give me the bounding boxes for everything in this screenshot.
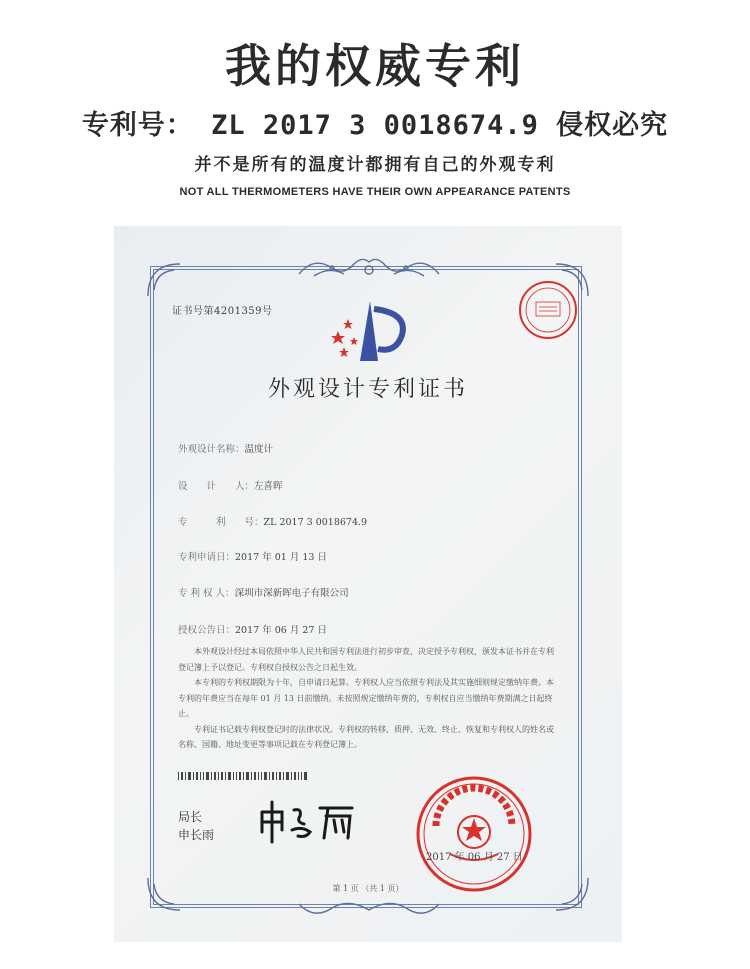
field-design-name	[178, 441, 273, 455]
corner-ornament-icon	[144, 260, 184, 300]
field-patent-number	[178, 514, 367, 528]
certificate-number: 证书号第4201359号	[172, 306, 273, 317]
body-paragraph: 本专利的专利权期限为十年，自申请日起算。专利权人应当依照专利法及其实施细则规定缴纳年费。本专利的年费应当在每年 01 月 13 日前缴纳。未按照规定缴纳年费的，专利权自应当缴纳年费期满之日起终止。	[178, 678, 554, 718]
fee-stamp-icon	[516, 278, 580, 342]
patent-number-line: 专利号： ZL 2017 3 0018674.9 侵权必究	[81, 110, 669, 141]
subtitle-chinese: 并不是所有的温度计都拥有自己的外观专利	[194, 155, 556, 175]
field-label: 专 利 号：	[178, 517, 264, 528]
field-value: 2017 年 01 月 13 日	[235, 552, 327, 563]
field-value: 深圳市深新晖电子有限公司	[234, 588, 349, 599]
field-value: 2017 年 06 月 27 日	[235, 625, 327, 636]
subtitle-english: NOT ALL THERMOMETERS HAVE THEIR OWN APPEARANCE PATENTS	[179, 186, 571, 198]
field-value: 温度计	[244, 444, 274, 455]
field-designer	[178, 478, 283, 492]
patent-office-logo-icon	[330, 299, 410, 365]
director-signature-icon	[256, 798, 366, 844]
patent-certificate-image	[114, 226, 622, 942]
body-paragraph: 专利证书记载专利权登记时的法律状况。专利权的转移、质押、无效、终止、恢复和专利权人的姓名或名称、国籍、地址变更等事项记载在专利登记簿上。	[178, 724, 554, 749]
body-paragraph: 本外观设计经过本局依照中华人民共和国专利法进行初步审查，决定授予专利权，颁发本证书并在专利登记簿上予以登记。专利权自授权公告之日起生效。	[178, 647, 554, 672]
certificate-body-text	[178, 644, 558, 753]
national-ip-office-seal-icon	[414, 774, 534, 894]
director-label: 局长	[178, 810, 203, 824]
field-grant-date	[178, 622, 327, 636]
field-label: 设 计 人：	[178, 481, 255, 492]
field-label: 外观设计名称：	[178, 444, 245, 455]
field-label: 专 利 权 人：	[178, 588, 235, 599]
page-number: 第 1 页 （共 1 页）	[332, 884, 404, 893]
certificate-title: 外观设计专利证书	[267, 377, 468, 402]
stamp-date: 2017 年 06 月 27 日	[426, 852, 523, 863]
field-label: 专利申请日：	[178, 552, 236, 563]
corner-ornament-icon	[144, 874, 184, 914]
top-ornament-icon	[294, 252, 444, 282]
field-label: 授权公告日：	[178, 625, 236, 636]
director-name: 申长雨	[178, 828, 215, 842]
hero-title: 我的权威专利	[225, 39, 525, 93]
corner-ornament-icon	[552, 874, 592, 914]
field-application-date	[178, 549, 327, 563]
barcode-icon	[178, 772, 308, 780]
bottom-ornament-icon	[294, 898, 444, 922]
field-value: ZL 2017 3 0018674.9	[263, 517, 368, 528]
field-value: 左喜晖	[254, 481, 283, 492]
field-patentee	[178, 585, 349, 599]
